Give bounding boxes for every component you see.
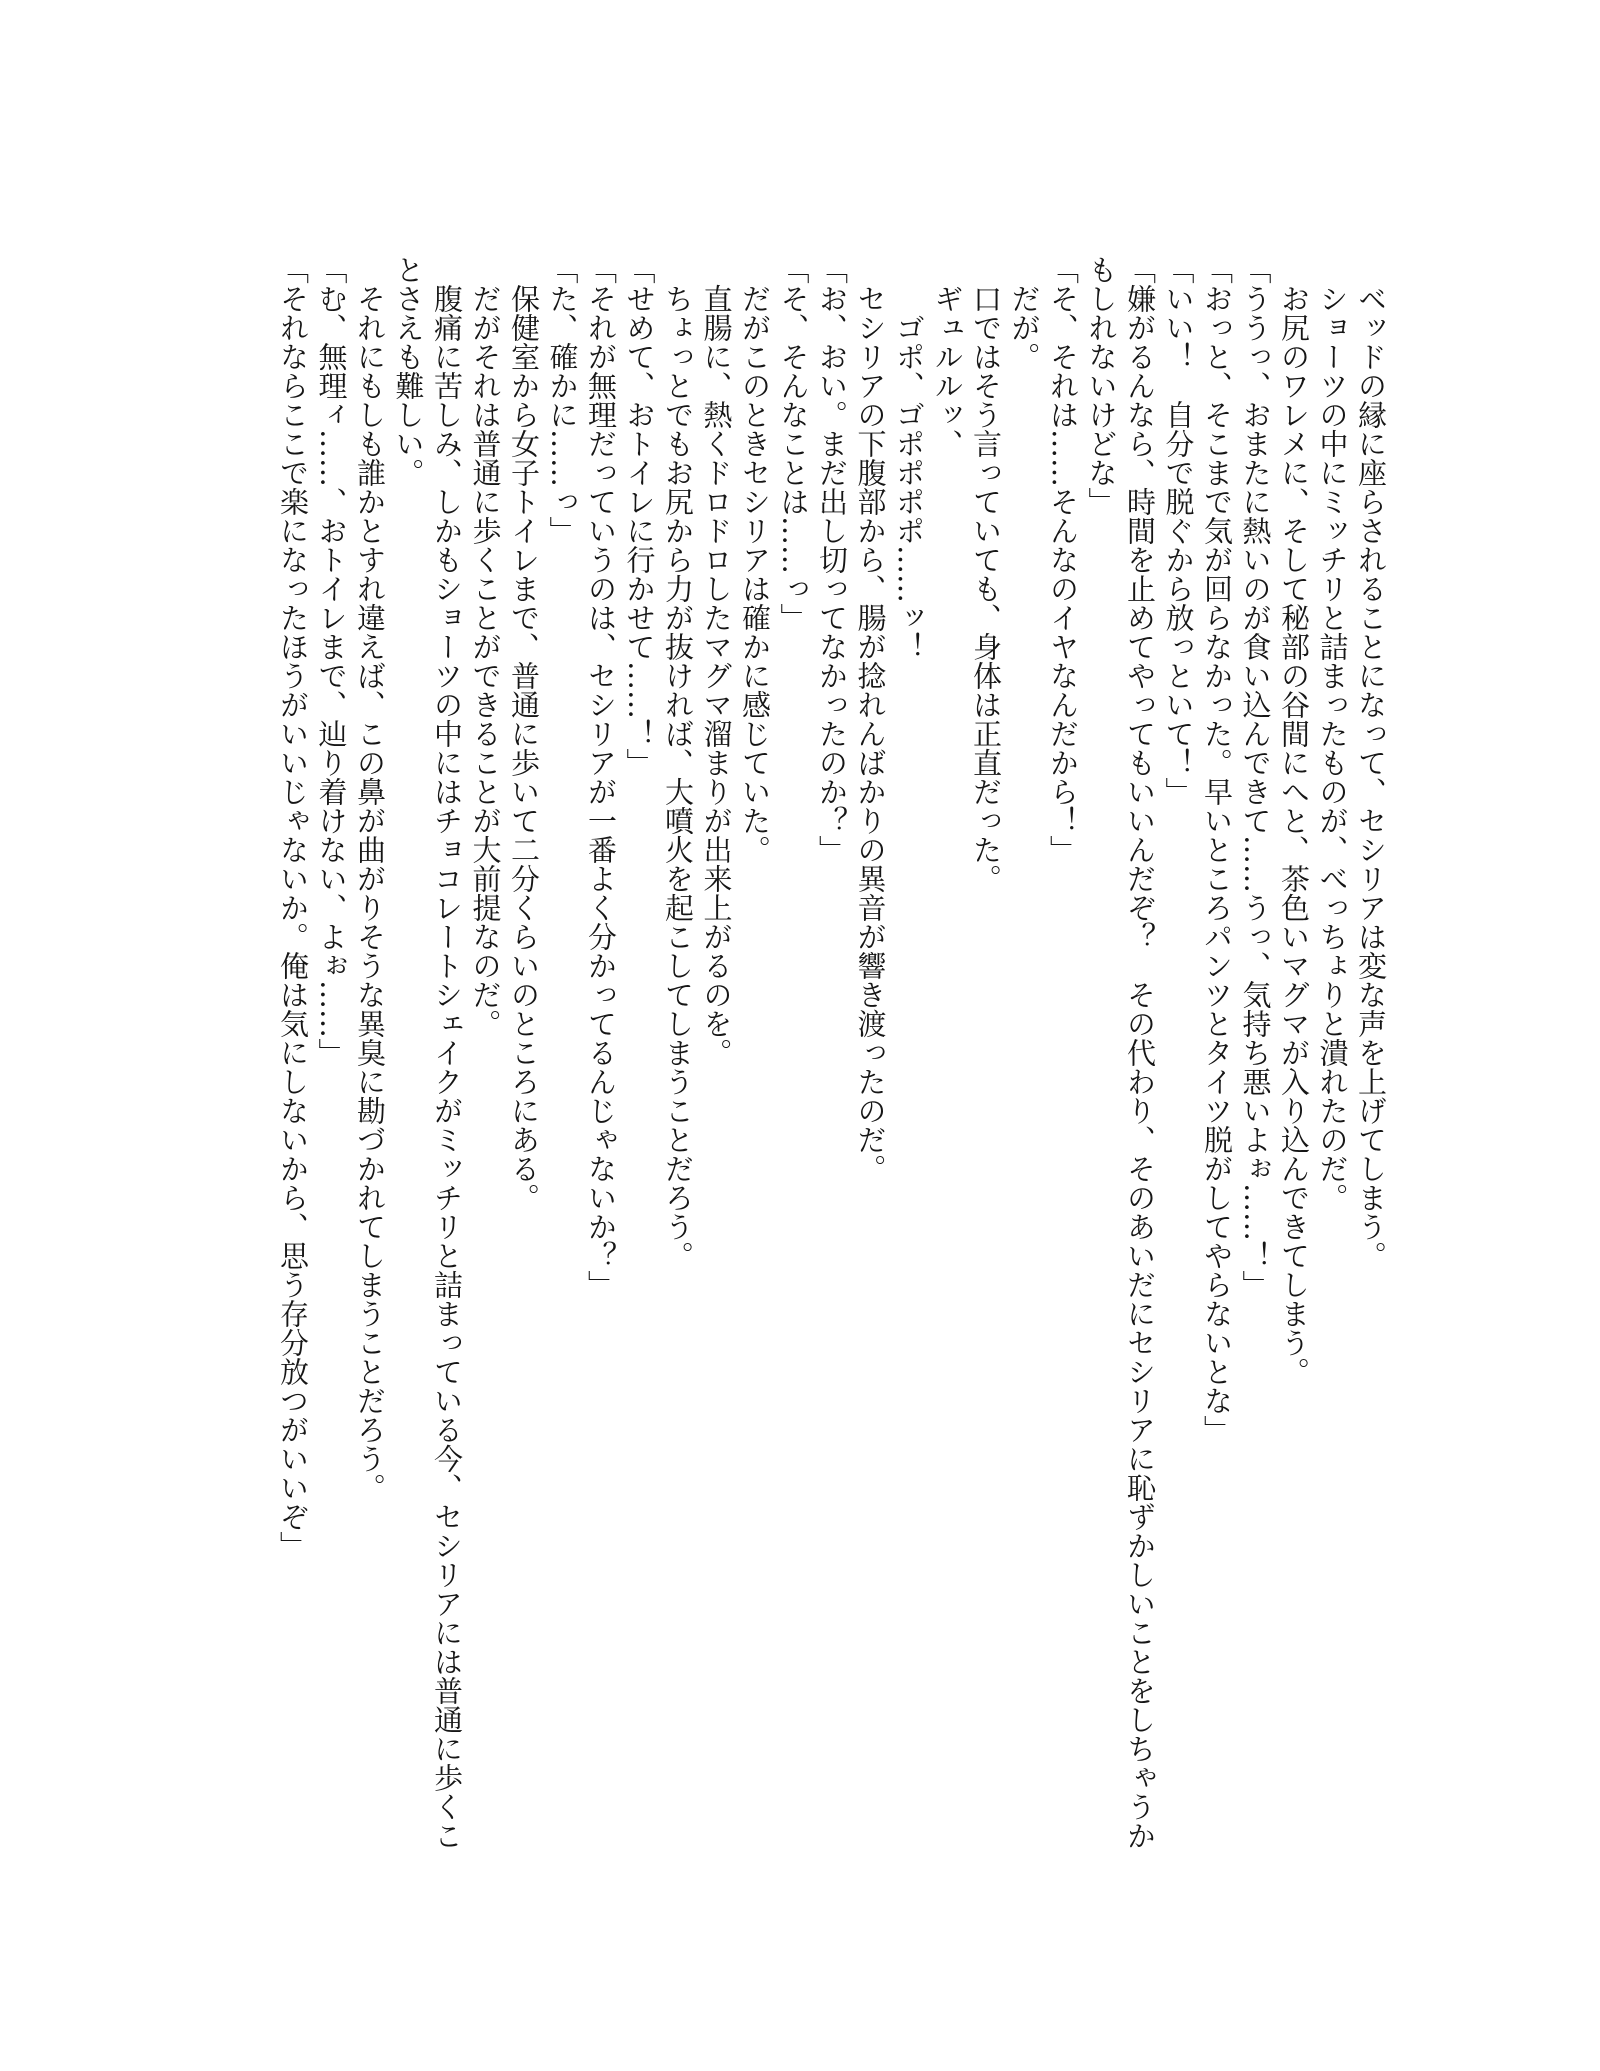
text-column-17: だがこのときセシリアは確かに感じていた。: [738, 255, 772, 864]
text-column-01: ベッドの縁に座らされることになって、セシリアは変な声を上げてしまう。: [1354, 255, 1388, 1270]
text-column-18: 直腸に、熱くドロドロしたマグマ溜まりが出来上がるのを。: [699, 255, 734, 1067]
text-column-26: とさえも難しい。: [391, 255, 426, 487]
text-column-16: 「そ、そんなことは……っ」: [776, 255, 811, 632]
text-column-07: 「嫌がるんなら、時間を止めてやってもいいんだぞ？ その代わり、そのあいだにセシリアに恥ずかしいことをしちゃうか: [1123, 255, 1157, 1850]
text-column-24: だがそれは普通に歩くことができることが大前提なのだ。: [468, 255, 503, 1038]
text-column-23: 保健室から女子トイレまで、普通に歩いて二分くらいのところにある。: [507, 255, 541, 1212]
text-column-15: 「お、おい。まだ出し切ってなかったのか？」: [815, 255, 849, 864]
text-column-20: 「せめて、おトイレに行かせて……！」: [622, 255, 657, 777]
text-column-12: ギュルルッ、: [930, 255, 965, 458]
text-column-27: それにもしも誰かとすれ違えば、この鼻が曲がりそうな異臭に勘づかれてしまうことだろう。: [353, 255, 387, 1502]
text-column-03: お尻のワレメに、そして秘部の谷間にへと、茶色いマグマが入り込んできてしまう。: [1277, 255, 1311, 1386]
text-column-08: もしれないけどな」: [1084, 255, 1119, 516]
text-column-02: ショーツの中にミッチリと詰まったものが、べっちょりと潰れたのだ。: [1315, 255, 1350, 1212]
text-column-29: 「それならここで楽になったほうがいいじゃないか。俺は気にしないから、思う存分放つがいいぞ」: [276, 255, 310, 1560]
text-column-25: 腹痛に苦しみ、しかもショーツの中にはチョコレートシェイクがミッチリと詰まっている今、セシリアには普通に歩くこ: [430, 255, 464, 1850]
novel-text-block: [265, 255, 1390, 1870]
text-column-09: 「そ、それは……そんなのイヤなんだから！」: [1046, 255, 1080, 864]
text-column-22: 「た、確かに……っ」: [545, 255, 580, 545]
text-column-05: 「おっと、そこまで気が回らなかった。早いところパンツとタイツ脱がしてやらないとな」: [1200, 255, 1234, 1444]
text-column-10: だが。: [1007, 255, 1042, 371]
text-column-06: 「いい！ 自分で脱ぐから放っといて！」: [1161, 255, 1196, 806]
text-column-14: セシリアの下腹部から、腸が捻れんばかりの異音が響き渡ったのだ。: [853, 255, 888, 1183]
text-column-28: 「む、無理ィ……、おトイレまで、辿り着けない、よぉ……」: [314, 255, 349, 1067]
text-column-21: 「それが無理だっていうのは、セシリアが一番よく分かってるんじゃないか？」: [584, 255, 618, 1299]
text-column-19: ちょっとでもお尻から力が抜ければ、大噴火を起こしてしまうことだろう。: [661, 255, 695, 1270]
text-column-04: 「ううっ、おまたに熱いのが食い込んできて……うっ、気持ち悪いよぉ……！」: [1238, 255, 1273, 1299]
text-column-11: 口ではそう言っていても、身体は正直だった。: [969, 255, 1003, 893]
text-column-13: ゴポ、ゴポポポポ……ッ！: [892, 255, 926, 661]
